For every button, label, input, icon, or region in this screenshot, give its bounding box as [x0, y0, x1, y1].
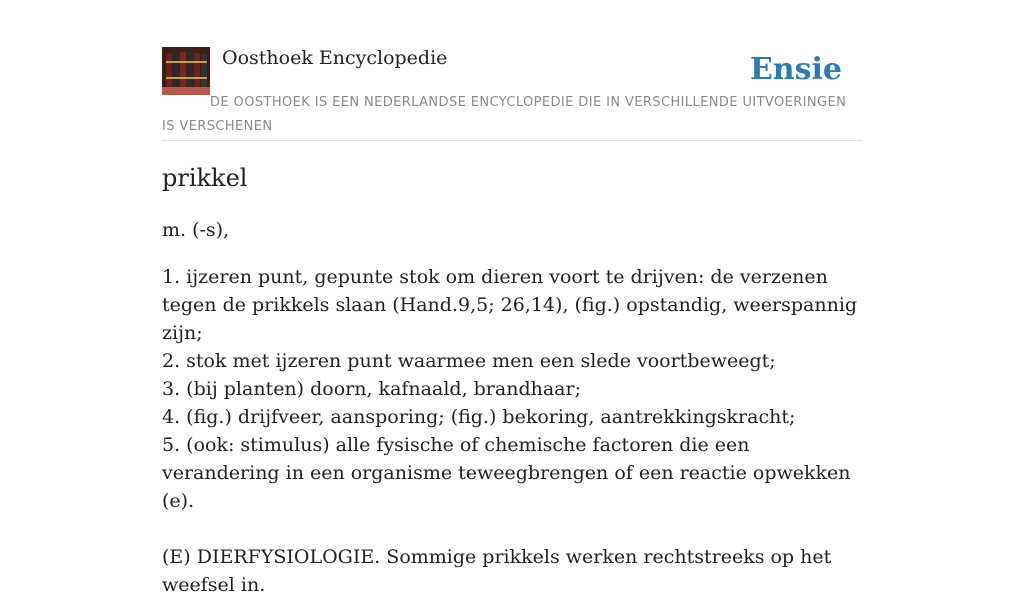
- definition-item: 2. stok met ijzeren punt waarmee men een slede voortbeweegt;: [162, 350, 776, 372]
- page-title: prikkel: [162, 164, 248, 192]
- note-paragraph: (E) DIERFYSIOLOGIE. Sommige prikkels werken rechtstreeks op het weefsel in.: [162, 546, 832, 596]
- site-header: [162, 46, 862, 141]
- source-name[interactable]: Oosthoek Encyclopedie: [222, 47, 448, 69]
- source-tagline: DE OOSTHOEK IS EEN NEDERLANDSE ENCYCLOPEDIE DIE IN VERSCHILLENDE UITVOERINGEN IS VERSCHENEN: [162, 95, 847, 134]
- grammar-info: m. (-s),: [162, 219, 230, 241]
- definition-item: 4. (fig.) drijfveer, aansporing; (fig.) bekoring, aantrekkingskracht;: [162, 406, 796, 428]
- definition-list: [162, 263, 862, 515]
- brand-logo[interactable]: Ensie: [749, 52, 842, 87]
- book-spines-icon[interactable]: [162, 47, 210, 95]
- entry-body: [162, 216, 862, 599]
- definition-item: 5. (ook: stimulus) alle fysische of chemische factoren die een verandering in een organisme teweegbrengen of een reactie opwekken (e).: [162, 434, 851, 512]
- definition-item: 3. (bij planten) doorn, kafnaald, brandhaar;: [162, 378, 581, 400]
- definition-item: 1. ijzeren punt, gepunte stok om dieren voort te drijven: de verzenen tegen de prikkels slaan (Hand.9,5; 26,14), (fig.) opstandig, weerspannig zijn;: [162, 266, 858, 344]
